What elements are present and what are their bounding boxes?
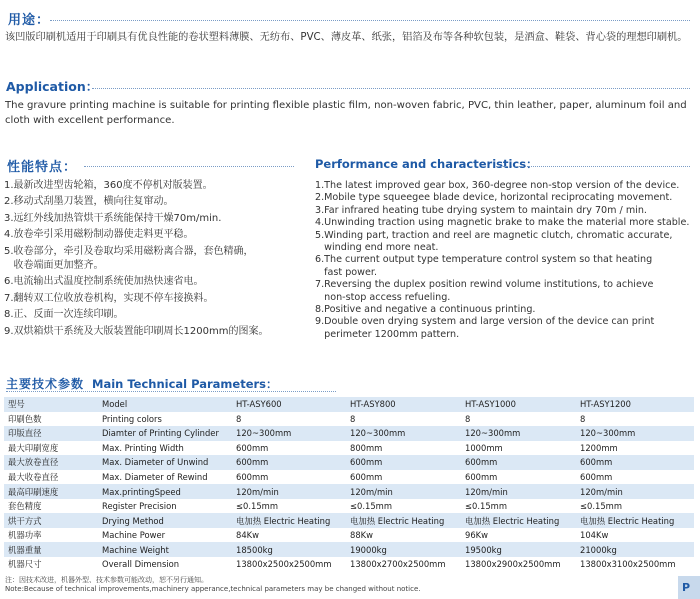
table-row [4, 441, 694, 456]
param-name-cn: 最大收卷直径 [4, 470, 98, 485]
feature-cn-item: 收卷端面更加整齐。 [4, 260, 104, 272]
param-value: 13800x2700x2500mm [346, 557, 461, 572]
param-value: 104Kw [576, 528, 694, 543]
features-cn-divider [84, 166, 294, 167]
param-value: 600mm [232, 470, 346, 485]
param-name-cn: 套色精度 [4, 499, 98, 514]
param-name-en: Max.printingSpeed [98, 484, 232, 499]
param-name-cn: 型号 [4, 397, 98, 412]
param-value: ≤0.15mm [576, 499, 694, 514]
feature-cn-item: 3.远红外线加热管烘干系统能保持干燥70m/min. [4, 212, 222, 224]
features-heading-cn: 性能特点： [7, 160, 78, 175]
params-table [4, 397, 694, 572]
feature-cn-item: 2.移动式刮墨刀装置，横向往复窜动。 [4, 196, 174, 208]
param-name-cn: 机器重量 [4, 542, 98, 557]
param-value: 1000mm [461, 441, 576, 456]
param-name-cn: 最大放卷直径 [4, 455, 98, 470]
feature-en-item: winding end more neat. [315, 242, 439, 254]
param-name-en: Model [98, 397, 232, 412]
params-table-body [4, 397, 694, 572]
table-row [4, 557, 694, 572]
param-name-en: Printing colors [98, 412, 232, 427]
features-heading-en: Performance and characteristics： [315, 157, 538, 171]
param-value: 600mm [346, 470, 461, 485]
param-name-en: Drying Method [98, 513, 232, 528]
table-row [4, 397, 694, 412]
param-value: 13800x3100x2500mm [576, 557, 694, 572]
param-value: 600mm [576, 470, 694, 485]
features-en-divider [496, 166, 690, 167]
param-value: 120m/min [576, 484, 694, 499]
feature-en-item: 2.Mobile type squeegee blade device, horizontal reciprocating movement. [315, 192, 673, 204]
feature-cn-item: 7.翻转双工位收放卷机构，实现不停车接换料。 [4, 292, 214, 304]
param-name-en: Max. Printing Width [98, 441, 232, 456]
param-value: 120~300mm [461, 426, 576, 441]
table-row [4, 412, 694, 427]
note-en: Note:Because of technical improvements,machinery apperance,technical parameters may be changed without notice. [5, 585, 421, 593]
param-value: 88Kw [346, 528, 461, 543]
param-name-cn: 烘干方式 [4, 513, 98, 528]
feature-en-item: 9.Double oven drying system and large version of the device can print [315, 316, 655, 328]
param-name-en: Max. Diameter of Unwind [98, 455, 232, 470]
usage-divider [50, 20, 690, 21]
param-value: 电加热 Electric Heating [461, 513, 576, 528]
table-row [4, 426, 694, 441]
application-heading-en: Application： [6, 79, 99, 94]
feature-cn-item: 9.双烘箱烘干系统及大版装置能印刷周长1200mm的图案。 [4, 325, 269, 337]
usage-text-cn: 该凹版印刷机适用于印刷具有优良性能的卷状塑料薄膜、无纺布、PVC、薄皮革、纸张，铝箔及布等各种软包装，是酒盒、鞋袋、背心袋的理想印刷机。 [5, 32, 688, 43]
param-value: 8 [346, 412, 461, 427]
feature-en-item: 7.Reversing the duplex position rewind volume institutions, to achieve [315, 279, 654, 291]
param-name-en: Machine Weight [98, 542, 232, 557]
param-value: 19500kg [461, 542, 576, 557]
feature-cn-item: 6.电流输出式温度控制系统使加热快速省电。 [4, 276, 204, 288]
param-value: 600mm [232, 455, 346, 470]
param-value: HT-ASY600 [232, 397, 346, 412]
table-row [4, 542, 694, 557]
param-value: 8 [576, 412, 694, 427]
param-value: HT-ASY800 [346, 397, 461, 412]
param-value: 电加热 Electric Heating [346, 513, 461, 528]
param-value: ≤0.15mm [346, 499, 461, 514]
param-name-cn: 印刷色数 [4, 412, 98, 427]
note-cn: 注：因技术改进，机器外型、技术参数可能改动，恕不另行通知。 [5, 576, 208, 584]
feature-en-item: non-stop access refueling. [315, 291, 451, 303]
param-value: 120m/min [346, 484, 461, 499]
application-divider [92, 88, 690, 89]
param-value: 96Kw [461, 528, 576, 543]
param-name-cn: 机器尺寸 [4, 557, 98, 572]
param-value: 13800x2500x2500mm [232, 557, 346, 572]
param-value: 120m/min [461, 484, 576, 499]
feature-en-item: 3.Far infrared heating tube drying system to maintain dry 70m / min. [315, 204, 647, 216]
feature-cn-item: 8.正、反面一次连续印刷。 [4, 309, 124, 321]
param-value: 120~300mm [576, 426, 694, 441]
param-value: 电加热 Electric Heating [576, 513, 694, 528]
features-list-cn [4, 180, 309, 338]
param-value: HT-ASY1000 [461, 397, 576, 412]
param-value: 600mm [461, 470, 576, 485]
param-name-cn: 机器功率 [4, 528, 98, 543]
param-value: ≤0.15mm [461, 499, 576, 514]
param-name-en: Diamter of Printing Cylinder [98, 426, 232, 441]
param-value: 电加热 Electric Heating [232, 513, 346, 528]
feature-en-item: perimeter 1200mm pattern. [315, 328, 460, 340]
table-row [4, 455, 694, 470]
param-name-en: Register Precision [98, 499, 232, 514]
param-value: 600mm [346, 455, 461, 470]
param-name-en: Machine Power [98, 528, 232, 543]
table-row [4, 513, 694, 528]
param-value: 600mm [576, 455, 694, 470]
usage-heading-cn: 用途： [8, 13, 51, 28]
feature-en-item: fast power. [315, 266, 378, 278]
params-heading-en: Main Technical Parameters： [92, 377, 278, 391]
param-value: ≤0.15mm [232, 499, 346, 514]
params-heading-cn: 主要技术参数 [6, 377, 85, 391]
table-row [4, 528, 694, 543]
param-value: 21000kg [576, 542, 694, 557]
table-row [4, 499, 694, 514]
table-row [4, 484, 694, 499]
param-name-cn: 印版直径 [4, 426, 98, 441]
param-value: 120~300mm [232, 426, 346, 441]
feature-en-item: 1.The latest improved gear box, 360-degree non-stop version of the device. [315, 180, 680, 191]
feature-en-item: 8.Positive and negative a continuous printing. [315, 304, 536, 316]
feature-cn-item: 1.最新改进型齿轮箱，360度不停机对版装置。 [4, 180, 213, 191]
param-value: HT-ASY1200 [576, 397, 694, 412]
param-value: 1200mm [576, 441, 694, 456]
param-value: 18500kg [232, 542, 346, 557]
params-divider [6, 391, 336, 392]
param-name-en: Overall Dimension [98, 557, 232, 572]
param-value: 800mm [346, 441, 461, 456]
param-value: 120~300mm [346, 426, 461, 441]
page-corner-tab: P [678, 576, 700, 599]
param-name-en: Max. Diameter of Rewind [98, 470, 232, 485]
param-value: 8 [232, 412, 346, 427]
table-row [4, 470, 694, 485]
param-value: 84Kw [232, 528, 346, 543]
param-value: 13800x2900x2500mm [461, 557, 576, 572]
application-text-en: The gravure printing machine is suitable for printing flexible plastic film, non-woven fabric, PVC, thin leather, paper, aluminum foil and cloth with excellent performance. [5, 100, 687, 126]
feature-en-item: 6.The current output type temperature control system so that heating [315, 254, 653, 266]
param-name-cn: 最大印刷宽度 [4, 441, 98, 456]
features-list-en [315, 180, 695, 341]
feature-cn-item: 5.收卷部分，牵引及卷取均采用磁粉离合器，套色精确， [4, 245, 254, 257]
param-value: 120m/min [232, 484, 346, 499]
feature-en-item: 4.Unwinding traction using magnetic brake to make the material more stable. [315, 217, 690, 229]
param-value: 600mm [232, 441, 346, 456]
feature-en-item: 5.Winding part, traction and reel are magnetic clutch, chromatic accurate, [315, 229, 673, 241]
param-value: 8 [461, 412, 576, 427]
param-value: 600mm [461, 455, 576, 470]
param-name-cn: 最高印刷速度 [4, 484, 98, 499]
param-value: 19000kg [346, 542, 461, 557]
feature-cn-item: 4.放卷牵引采用磁粉制动器使走料更平稳。 [4, 229, 194, 241]
